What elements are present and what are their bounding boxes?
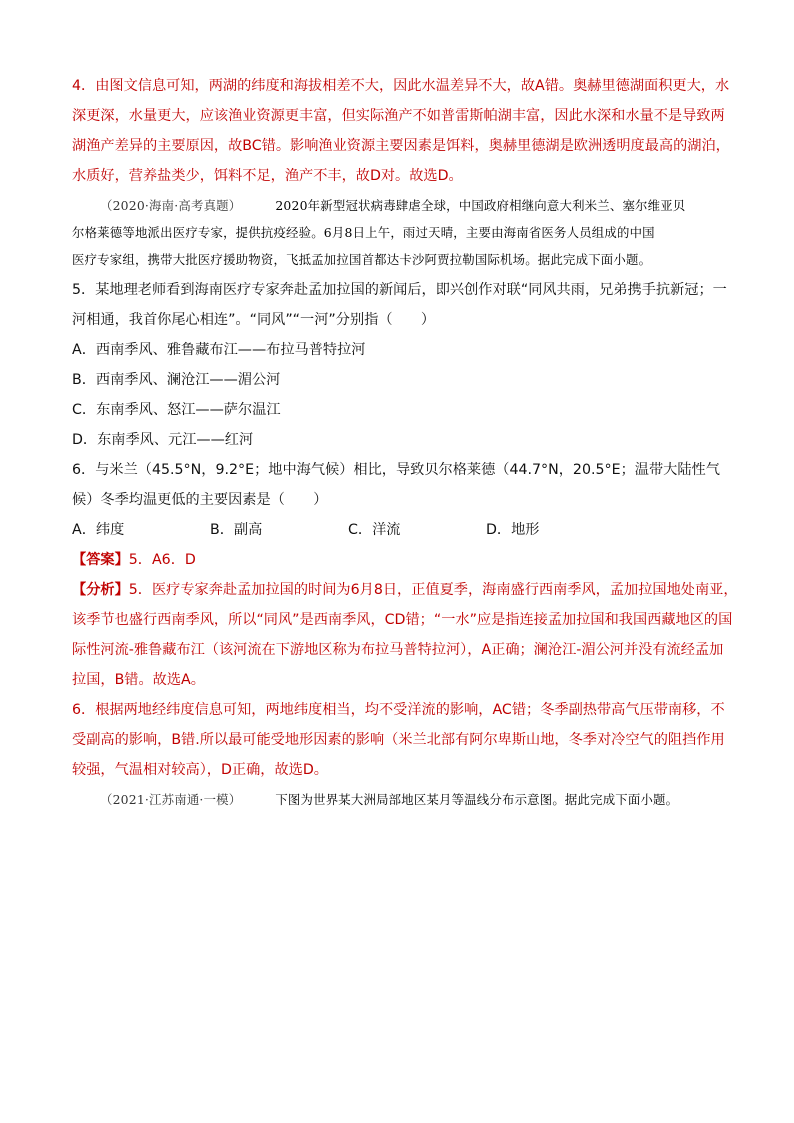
context-passage-2021 [72,786,724,813]
q4-analysis-line: 湖渔产差异的主要原因，故BC错。影响渔业资源主要因素是饵料，奥赫里德湖是欧洲透明度最高的湖泊， [72,138,730,154]
option-b[interactable]: B．副高 [210,522,263,538]
option-b[interactable]: B．西南季风、澜沧江——湄公河 [72,372,281,388]
q4-analysis-line: 4．由图文信息可知，两湖的纬度和海拔相差不大，因此水温差异不大，故A错。奥赫里德湖面积更大，水 [72,78,730,94]
analysis-line: 较强，气温相对较高），D正确，故选D。 [72,762,328,778]
analysis-tag: 【分析】 [72,582,129,598]
question-stem: 河相通，我首你尾心相连”。“同风”“一河”分别指（ ） [72,312,436,328]
question-5 [72,275,727,455]
context-source: （2021·江苏南通·一模） [100,792,242,807]
analysis-line: 际性河流-雅鲁藏布江（该河流在下游地区称为布拉马普特拉河），A正确；澜沧江-湄公河并没有流经孟加 [72,642,724,658]
q4-analysis-line: 深更深，水量更大，应该渔业资源更丰富，但实际渔产不如普雷斯帕湖丰富，因此水深和水量不是导致两 [72,108,725,124]
analysis-6 [72,695,724,785]
analysis-line: 该季节也盛行西南季风，所以“同风”是西南季风，CD错；“一水”应是指连接孟加拉国和我国西藏地区的国 [72,612,733,628]
context-source: （2020·海南·高考真题） [100,198,242,213]
document-content [72,71,738,813]
option-d[interactable]: D．东南季风、元江——红河 [72,432,254,448]
option-c[interactable]: C．东南季风、怒江——萨尔温江 [72,402,281,418]
analysis-5 [72,575,738,695]
answer-line [72,545,724,575]
option-c[interactable]: C．洋流 [348,522,401,538]
context-line: 2020年新型冠状病毒肆虐全球，中国政府相继向意大利米兰、塞尔维亚贝 [275,198,686,213]
option-d[interactable]: D．地形 [486,522,540,538]
q4-analysis-line: 水质好，营养盐类少，饵料不足，渔产不丰，故D对。故选D。 [72,168,463,184]
context-line: 医疗专家组，携带大批医疗援助物资，飞抵孟加拉国首都达卡沙阿贾拉勒国际机场。据此完成下面小题。 [72,252,652,267]
answer-tag: 【答案】 [72,552,129,568]
analysis-line: 6．根据两地经纬度信息可知，两地纬度相当，均不受洋流的影响，AC错；冬季副热带高气压带南移，不 [72,702,725,718]
question-6 [72,455,724,545]
analysis-line: 拉国，B错。故选A。 [72,672,205,688]
answer-text: 5．A6．D [128,552,196,568]
analysis-line: 受副高的影响，B错.所以最可能受地形因素的影响（米兰北部有阿尔卑斯山地，冬季对冷空气的阻挡作用 [72,732,725,748]
context-passage-2020 [72,192,724,273]
context-line: 尔格莱德等地派出医疗专家，提供抗疫经验。6月8日上午，雨过天晴，主要由海南省医务人员组成的中国 [72,225,655,240]
q4-analysis [72,71,730,191]
options-row [72,515,724,545]
context-line: 下图为世界某大洲局部地区某月等温线分布示意图。据此完成下面小题。 [275,792,679,807]
option-a[interactable]: A．西南季风、雅鲁藏布江——布拉马普特拉河 [72,342,366,358]
question-stem: 5．某地理老师看到海南医疗专家奔赴孟加拉国的新闻后，即兴创作对联“同风共雨，兄弟携手抗新冠；一 [72,282,727,298]
analysis-line: 5．医疗专家奔赴孟加拉国的时间为6月8日，正值夏季，海南盛行西南季风，孟加拉国地处南亚， [128,582,738,598]
question-stem: 候）冬季均温更低的主要因素是（ ） [72,492,328,508]
question-stem: 6．与米兰（45.5°N，9.2°E；地中海气候）相比，导致贝尔格莱德（44.7°N，20.5°E；温带大陆性气 [72,462,720,478]
option-a[interactable]: A．纬度 [72,522,125,538]
